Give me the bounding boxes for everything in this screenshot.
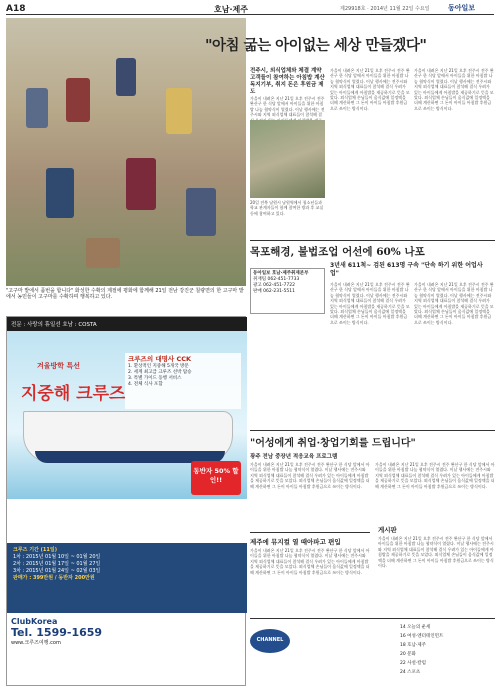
article3-body-col2: 가을이 내려온 지난 21일 오후 전주시 전주 완산구 한 식당 앞에서 아이들을 위한 아침밥 나눔 협약식이 열렸다. 이날 행사에는 전주시와 지역 외식업체 대표들이 참석해 결식 우려가 있는 아이들에게 아침밥을 제공하기로 뜻을 모았다. 외식업체 손님들이 음식값에 일정액을 더해 계산하면 그 돈이 아이들 아침밥 후원금으로 쓰이는 방식이다. — [375, 462, 495, 489]
channel-index — [250, 618, 495, 686]
ad-box-line: 1. 환상적인 지중해 5개국 방문 — [128, 364, 189, 369]
cruise-advertisement[interactable] — [6, 316, 246, 686]
schedule-row: 1차 : 2015년 01월 10일 ~ 01월 20일 — [13, 554, 101, 560]
section-divider — [250, 532, 370, 533]
schedule-title: 크루즈 기간 (11일) — [13, 547, 57, 553]
main-photo-caption: "고구마 밭에서 품번을 합니다" 화성한 수확의 계절에 평화에 함께해 21일 전남 강진군 칠량면의 한 고구마 밭에서 농민들이 고구마를 수확하며 행복하고 있다. — [6, 288, 244, 300]
sweet-potato-harvest-photo — [6, 18, 246, 286]
section-divider — [250, 430, 495, 431]
article3-subhead: 광주 전남 중장년 적응교육 프로그램 — [250, 454, 338, 460]
channel-item[interactable]: 16 여성·엔터테인먼트 — [400, 634, 444, 639]
article1-body-col1: 가을이 내려온 지난 21일 오후 전주시 전주 완산구 한 식당 앞에서 아이들을 위한 아침밥 나눔 협약식이 열렸다. 이날 행사에는 전주시와 지역 외식업체 대표들이 참석해 결 — [250, 96, 325, 118]
students-photo — [250, 120, 325, 198]
ad-hero-image — [7, 331, 247, 499]
bureau-row: 판매 062-231-5511 — [253, 289, 296, 294]
photo2-caption: 20일 전북 남원시 남원역에서 청소년들과 학교 관계자들이 함께 참여한 방과 후 교실 등에 참여하고 있다. — [250, 200, 324, 216]
article4-headline: 제주에 뮤지컬 열 때아파고 편입 — [250, 538, 341, 546]
ad-footer — [7, 613, 247, 685]
ad-illustration-strip — [7, 499, 247, 543]
ad-price-line: 판매가 : 399만원 / 동반자 200만원 — [13, 575, 95, 581]
bureau-row: 광고 062-451-7722 — [253, 283, 296, 288]
article2-subhead: 3년새 611척~ 검된 613명 구속 "단속 하기 위한 어업사업" — [330, 262, 483, 277]
ad-feature-box — [125, 353, 241, 409]
article1-body-col2: 가을이 내려온 지난 21일 오후 전주시 전주 완산구 한 식당 앞에서 아이들을 위한 아침밥 나눔 협약식이 열렸다. 이날 행사에는 전주시와 지역 외식업체 대표들이 참석해 결식 우려가 있는 아이들에게 아침밥을 제공하기로 뜻을 모았다. 외식업체 손님들이 음식값에 일정액을 더해 계산하면 그 돈이 아이들 아침밥 후원금으로 쓰이는 방식이다. — [330, 68, 410, 111]
channel-list — [400, 623, 495, 677]
issue-info: 제29918호 · 2014년 11월 22일 수요일 — [340, 6, 430, 12]
main-subheadline: 전주시, 외식업체와 체결 계약 고객들이 참여하는 아침밥 계산 독지기부, 취지 돈은 후원금 제도 — [250, 68, 325, 95]
channel-item[interactable]: 20 문화 — [400, 652, 416, 657]
ad-website[interactable]: www.크루즈여행.com — [11, 640, 61, 646]
channel-item[interactable]: 22 사설·칼럼 — [400, 661, 426, 666]
schedule-row: 2차 : 2015년 01월 17일 ~ 01월 27일 — [13, 561, 101, 567]
ad-box-line: 4. 전체 식사 포함 — [128, 382, 163, 387]
main-headline: "아침 굶는 아이없는 세상 만들겠다" — [205, 37, 427, 54]
bureau-title: 동아일보 호남·제주취재본부 — [253, 271, 309, 276]
ad-schedule — [7, 543, 247, 613]
ad-discount-badge: 동반자 50% 할인!! — [191, 461, 241, 495]
ad-top-bar: 전문 : 사랑의 휴일선 호남 : COSTA — [7, 317, 247, 331]
channel-item[interactable]: 14 오늘의 운세 — [400, 625, 431, 630]
article1-body-col3: 가을이 내려온 지난 21일 오후 전주시 전주 완산구 한 식당 앞에서 아이들을 위한 아침밥 나눔 협약식이 열렸다. 이날 행사에는 전주시와 지역 외식업체 대표들이 참석해 결식 우려가 있는 아이들에게 아침밥을 제공하기로 뜻을 모았다. 외식업체 손님들이 음식값에 일정액을 더해 계산하면 그 돈이 아이들 아침밥 후원금으로 쓰이는 방식이다. — [414, 68, 494, 111]
schedule-row: 3차 : 2015년 01월 24일 ~ 02월 03일 — [13, 568, 101, 574]
page-number: A18 — [6, 4, 26, 14]
notice-title: 게시판 — [378, 526, 397, 534]
section-divider — [250, 240, 495, 241]
article4-body: 가을이 내려온 지난 21일 오후 전주시 전주 완산구 한 식당 앞에서 아이들을 위한 아침밥 나눔 협약식이 열렸다. 이날 행사에는 전주시와 지역 외식업체 대표들이 참석해 결식 우려가 있는 아이들에게 아침밥을 제공하기로 뜻을 모았다. 외식업체 손님들이 음식값에 일정액을 더해 계산하면 그 돈이 아이들 아침밥 후원금으로 쓰이는 방식이다. — [250, 548, 370, 575]
ad-title: 지중해 크루즈 — [21, 384, 126, 404]
ad-box-title: 크루즈의 대명사 CCK — [128, 355, 192, 363]
article2-body-col1: 가을이 내려온 지난 21일 오후 전주시 전주 완산구 한 식당 앞에서 아이들을 위한 아침밥 나눔 협약식이 열렸다. 이날 행사에는 전주시와 지역 외식업체 대표들이 참석해 결식 우려가 있는 아이들에게 아침밥을 제공하기로 뜻을 모았다. 외식업체 손님들이 음식값에 일정액을 더해 계산하면 그 돈이 아이들 아침밥 후원금으로 쓰이는 방식이다. — [330, 282, 410, 325]
bureau-row: 취재팀 062-451-7733 — [253, 277, 300, 282]
article2-headline: 목포해경, 불법조업 어선에 60% 나포 — [250, 246, 425, 258]
section-title: 호남·제주 — [214, 5, 248, 14]
ad-box-line: 2. 세계 최고급 크루즈 선박 탑승 — [128, 370, 192, 375]
ad-box-line: 3. 특별 가이드 동행 서비스 — [128, 376, 182, 381]
ad-company: ClubKorea — [11, 617, 58, 626]
ad-subtitle: 겨울방학 특선 — [37, 362, 81, 370]
article2-body-col2: 가을이 내려온 지난 21일 오후 전주시 전주 완산구 한 식당 앞에서 아이들을 위한 아침밥 나눔 협약식이 열렸다. 이날 행사에는 전주시와 지역 외식업체 대표들이 참석해 결식 우려가 있는 아이들에게 아침밥을 제공하기로 뜻을 모았다. 외식업체 손님들이 음식값에 일정액을 더해 계산하면 그 돈이 아이들 아침밥 후원금으로 쓰이는 방식이다. — [414, 282, 494, 325]
channel-item[interactable]: 24 스포츠 — [400, 670, 421, 675]
article3-headline: "어성에게 취업·창업기회를 드립니다" — [250, 438, 416, 449]
channel-item[interactable]: 18 호남·제주 — [400, 643, 426, 648]
notice-body: 가을이 내려온 지난 21일 오후 전주시 전주 완산구 한 식당 앞에서 아이들을 위한 아침밥 나눔 협약식이 열렸다. 이날 행사에는 전주시와 지역 외식업체 대표들이 참석해 결식 우려가 있는 아이들에게 아침밥을 제공하기로 뜻을 모았다. 외식업체 손님들이 음식값에 일정액을 더해 계산하면 그 돈이 아이들 아침밥 후원금으로 쓰이는 방식이다. — [378, 536, 494, 569]
channel-logo: CHANNEL — [250, 629, 290, 653]
newspaper-logo: 동아일보 — [448, 4, 476, 12]
bureau-contact-box — [250, 268, 325, 314]
article3-body-col1: 가을이 내려온 지난 21일 오후 전주시 전주 완산구 한 식당 앞에서 아이들을 위한 아침밥 나눔 협약식이 열렸다. 이날 행사에는 전주시와 지역 외식업체 대표들이 참석해 결식 우려가 있는 아이들에게 아침밥을 제공하기로 뜻을 모았다. 외식업체 손님들이 음식값에 일정액을 더해 계산하면 그 돈이 아이들 아침밥 후원금으로 쓰이는 방식이다. — [250, 462, 370, 489]
header-rule — [6, 14, 494, 15]
ad-phone[interactable]: Tel. 1599-1659 — [11, 626, 103, 639]
